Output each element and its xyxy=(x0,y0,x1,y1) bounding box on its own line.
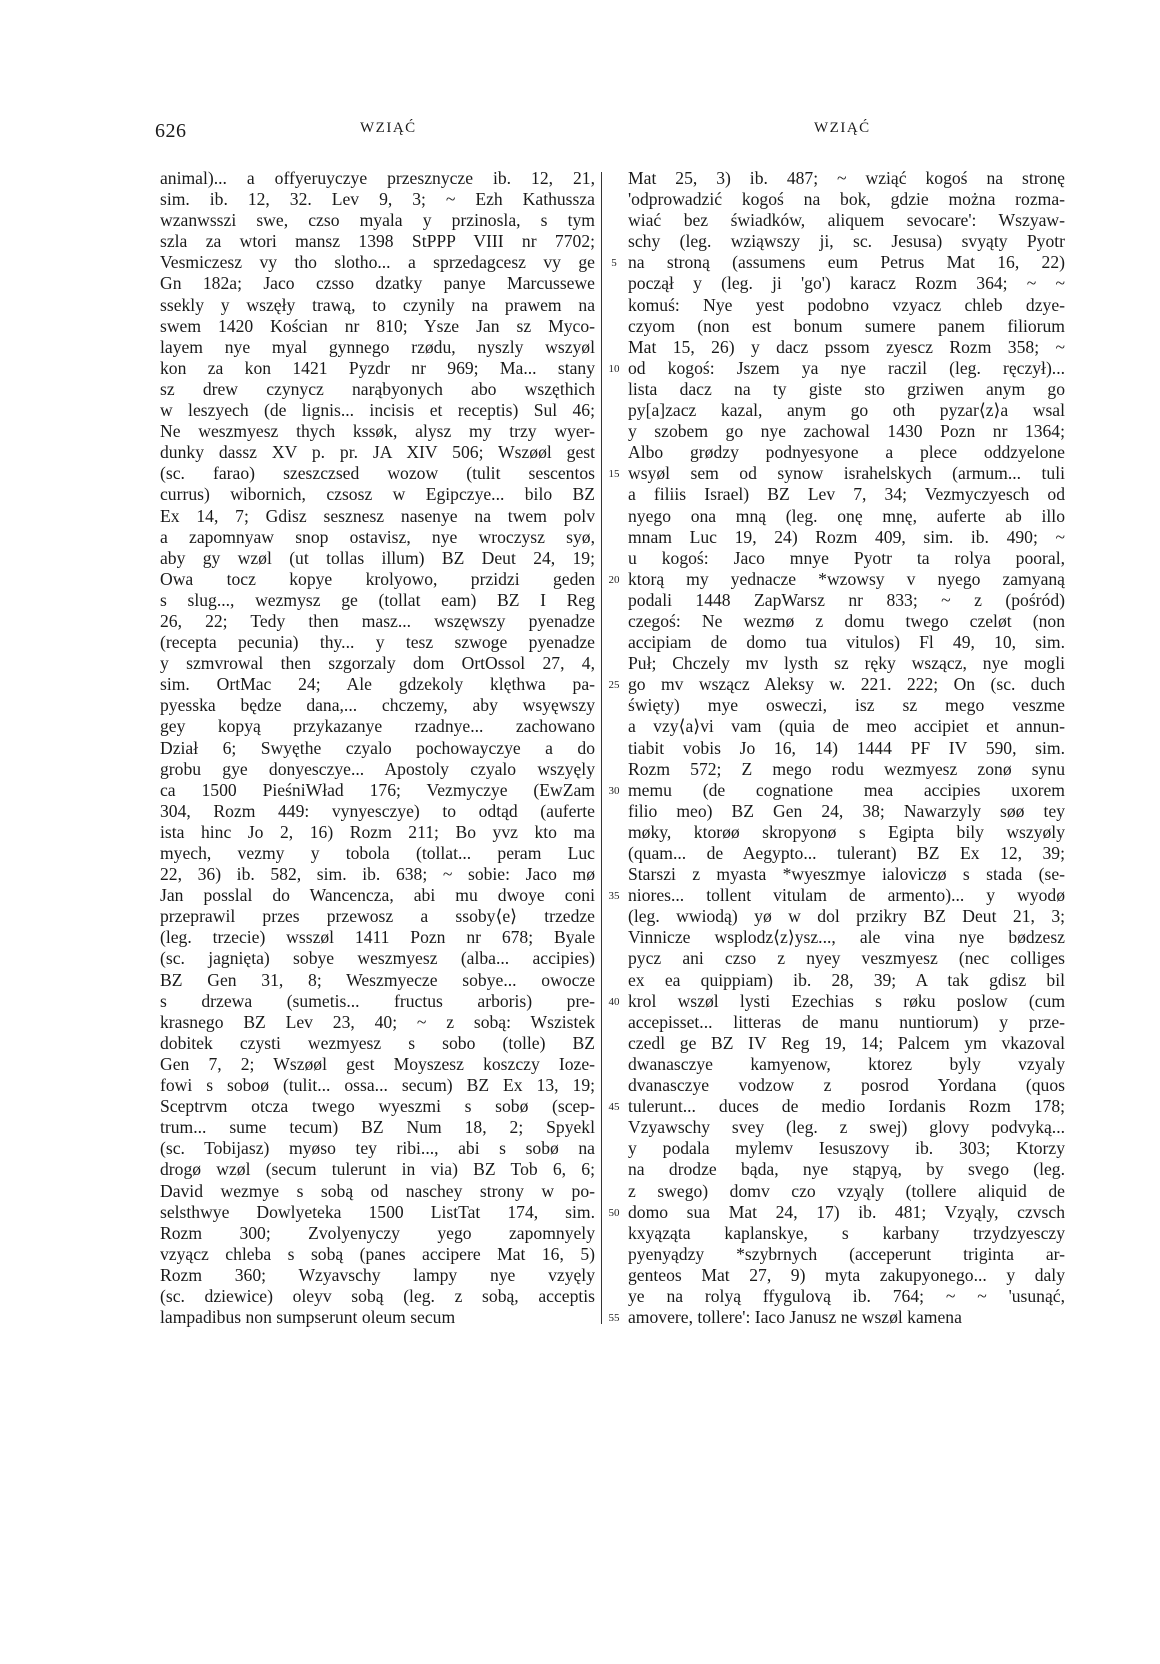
text-line: Vinnicze wsplodz⟨z⟩ysz..., ale vina nye bødzesz xyxy=(628,927,1065,948)
text-line: święty) mye osweczi, isz sz mego veszme xyxy=(628,695,1065,716)
text-line: krasnego BZ Lev 23, 40; ~ z sobą: Wszistek xyxy=(160,1011,595,1032)
text-line: dvanasczye vodzow z posrod Yordana (quos xyxy=(628,1075,1065,1096)
text-line: s slug..., wezmysz ge (tollat eam) BZ I Reg xyxy=(160,589,595,610)
text-line: Ex 14, 7; Gdisz sesznesz nasenye na twem polv xyxy=(160,505,595,526)
text-line: y szobem go nye zachowal 1430 Pozn nr 1364; xyxy=(628,421,1065,442)
text-line: ista hinc Jo 2, 16) Rozm 211; Bo yvz kto ma xyxy=(160,821,595,842)
text-line: Ne weszmyesz thych kssøk, alysz my trzy wyer- xyxy=(160,421,595,442)
line-number: 30 xyxy=(608,784,620,797)
line-number: 10 xyxy=(608,362,620,375)
text-line: czyom (non est bonum sumere panem filiorum xyxy=(628,315,1065,336)
text-line: od kogoś: Jszem ya nye raczil (leg. ręczył)... xyxy=(628,357,1065,378)
text-line: s drzewa (sumetis... fructus arboris) pre- xyxy=(160,990,595,1011)
text-line: z swego) domv czo vzyąly (tollere aliquid de xyxy=(628,1180,1065,1201)
text-line: Sceptrvm otcza twego wyeszmi s sobø (scep- xyxy=(160,1096,595,1117)
text-line: ktorą my yednacze *wzowsy v nyego zamyaną xyxy=(628,568,1065,589)
text-line: sim. OrtMac 24; Ale gdzekoly klęthwa pa- xyxy=(160,674,595,695)
text-line: animal)... a offyeruyczye przesznycze ib. 12, 21, xyxy=(160,168,595,188)
text-line: ca 1500 PieśniWład 176; Vezmyczye (EwZam xyxy=(160,779,595,800)
text-line: począł y (leg. ji 'go') karacz Rozm 364; ~ ~ xyxy=(628,273,1065,294)
text-line: fowi s soboø (tulit... ossa... secum) BZ Ex 13, 19; xyxy=(160,1075,595,1096)
page-number: 626 xyxy=(155,120,187,142)
text-line: Vzyawschy svey (leg. z swej) glovy podvyką... xyxy=(628,1117,1065,1138)
text-line: py[a]zacz kazal, anym go oth pyzar⟨z⟩a wsal xyxy=(628,400,1065,421)
text-line: Rozm 572; Z mego rodu wezmyesz zonø synu xyxy=(628,758,1065,779)
text-line: layem nye myal gynnego rzødu, nyszly wszyøl xyxy=(160,336,595,357)
text-line: pycz ani czso z nyey veszmyesz (nec colliges xyxy=(628,948,1065,969)
text-line: swem 1420 Kościan nr 810; Ysze Jan sz Myco- xyxy=(160,315,595,336)
text-line: Owa tocz kopye krolyowo, przidzi geden xyxy=(160,568,595,589)
line-number: 5 xyxy=(611,257,617,270)
text-line: ssekly y wszęły trawą, to czynily na prawem na xyxy=(160,294,595,315)
text-line: nyego ona mną (leg. onę mnę, auferte ab illo xyxy=(628,505,1065,526)
text-line: amovere, tollere': Iaco Janusz ne wszøl kamena xyxy=(628,1307,962,1328)
running-head-right: WZIĄĆ xyxy=(814,120,871,136)
text-line: y podala mylemv Iesuszovy ib. 303; Ktorzy xyxy=(628,1138,1065,1159)
line-number: 35 xyxy=(608,890,620,903)
text-line: grobu gye donyesczye... Apostoly czyalo wszyęly xyxy=(160,758,595,779)
text-line: a vzy⟨a⟩vi vam (quia de meo accipiet et annun- xyxy=(628,716,1065,737)
text-line: accepisset... litteras de manu nuntiorum) y prze- xyxy=(628,1011,1065,1032)
line-number: 45 xyxy=(608,1101,620,1114)
text-line: sz drew czynycz narąbyonych abo wszęthich xyxy=(160,378,595,399)
text-line: tulerunt... duces de medio Iordanis Rozm 178; xyxy=(628,1096,1065,1117)
text-line: schy (leg. wziąwszy ji, sc. Jesusa) svyąty Pyotr xyxy=(628,231,1065,252)
line-number: 55 xyxy=(608,1312,620,1325)
text-line: tiabit vobis Jo 16, 14) 1444 PF IV 590, sim. xyxy=(628,737,1065,758)
text-line: komuś: Nye yest podobno vzyacz chleb dzye- xyxy=(628,294,1065,315)
text-line: y szmvrowal then szgorzaly dom OrtOssol 27, 4, xyxy=(160,653,595,674)
text-line: Dział 6; Swyęthe czyalo pochowayczye a do xyxy=(160,737,595,758)
line-number: 25 xyxy=(608,679,620,692)
text-line: David wezmye s sobą od naschey strony w po- xyxy=(160,1180,595,1201)
text-line: BZ Gen 31, 8; Weszmyecze sobye... owocze xyxy=(160,969,595,990)
right-column xyxy=(628,168,1065,1328)
text-line: vzyącz chleba s sobą (panes accipere Mat 16, 5) xyxy=(160,1243,595,1264)
text-line: Starszi z myasta *wyeszmye ialoviczø s stada (se- xyxy=(628,864,1065,885)
text-line: na stroną (assumens eum Petrus Mat 16, 22) xyxy=(628,252,1065,273)
text-line: Mat 25, 3) ib. 487; ~ wziąć kogoś na stronę xyxy=(628,168,1065,188)
text-line: 304, Rozm 449: vynyesczye) to odtąd (auferte xyxy=(160,800,595,821)
text-line: genteos Mat 27, 9) myta zakupyonego... y daly xyxy=(628,1264,1065,1285)
text-line: Vesmiczesz vy tho slotho... a sprzedagcesz vy ge xyxy=(160,252,595,273)
text-line: wzanwsszi swe, czso myala y przinosla, s tym xyxy=(160,210,595,231)
text-line: a filiis Israel) BZ Lev 7, 34; Vezmyczyesch od xyxy=(628,484,1065,505)
line-number: 15 xyxy=(608,468,620,481)
text-line: kon za kon 1421 Pyzdr nr 969; Ma... stany xyxy=(160,357,595,378)
text-line: w leszyech (de lignis... incisis et receptis) Sul 46; xyxy=(160,400,595,421)
text-line: domo sua Mat 24, 17) ib. 481; Vzyąly, czvsch xyxy=(628,1201,1065,1222)
text-line: Gn 182a; Jaco czsso dzatky panye Marcussewe xyxy=(160,273,595,294)
text-line: sim. ib. 12, 32. Lev 9, 3; ~ Ezh Kathussza xyxy=(160,189,595,210)
text-line: Jan posslal do Wancencza, abi mu dwoye coni xyxy=(160,885,595,906)
text-line: dwanasczye kamyenow, ktorez byly vzyaly xyxy=(628,1053,1065,1074)
column-rule xyxy=(601,172,602,1324)
line-number: 40 xyxy=(608,995,620,1008)
text-line: trum... sume tecum) BZ Num 18, 2; Spyekl xyxy=(160,1117,595,1138)
text-line: na drodze bąda, nye stąpyą, by svego (leg. xyxy=(628,1159,1065,1180)
text-line: podali 1448 ZapWarsz nr 833; ~ z (pośród) xyxy=(628,589,1065,610)
text-line: wiać bez świadków, aliquem sevocare': Wszyaw- xyxy=(628,210,1065,231)
text-line: (leg. trzecie) wsszøl 1411 Pozn nr 678; Byale xyxy=(160,927,595,948)
text-line: (quam... de Aegypto... tulerant) BZ Ex 12, 39; xyxy=(628,843,1065,863)
text-line: Rozm 300; Zvolyenyczy yego zapomnyely xyxy=(160,1222,595,1243)
text-line: lista dacz na ty giste sto grziwen anym go xyxy=(628,378,1065,399)
text-line: wsyøl sem od synow israhelskych (armum... tuli xyxy=(628,463,1065,484)
text-line: 22, 36) ib. 582, sim. ib. 638; ~ sobie: Jaco mø xyxy=(160,864,595,885)
text-line: dunky dassz XV p. pr. JA XIV 506; Wszøøl gest xyxy=(160,442,595,463)
text-line: pyenyądzy *szybrnych (acceperunt triginta ar- xyxy=(628,1243,1065,1264)
text-line: (leg. wwiodą) yø w dol przikry BZ Deut 21, 3; xyxy=(628,906,1065,927)
text-line: kxyąząta kaplanskye, s karbany trzydzyesczy xyxy=(628,1222,1065,1243)
text-line: (recepta pecunia) thy... y tesz szwoge pyenadze xyxy=(160,632,595,653)
text-line: ye na rolyą ffygulovą ib. 764; ~ ~ 'usunąć, xyxy=(628,1285,1065,1306)
text-line: (sc. Tobijasz) myøso tey ribi..., abi s sobø na xyxy=(160,1138,595,1159)
text-line: ex ea quippiam) ib. 28, 39; A tak gdisz bil xyxy=(628,969,1065,990)
text-line: (sc. farao) szeszczsed wozow (tulit sescentos xyxy=(160,463,595,484)
text-line: Albo grødzy podnyesyone a plece oddzyelone xyxy=(628,442,1065,463)
text-line: filio meo) BZ Gen 24, 38; Nawarzyly søø tey xyxy=(628,800,1065,821)
text-line: accipiam de domo tua vitulos) Fl 49, 10, sim. xyxy=(628,632,1065,653)
text-line: przeprawil przes przewosz a ssoby⟨e⟩ trzedze xyxy=(160,906,595,927)
text-line: gey kopyą przykazanye rzadnye... zachowano xyxy=(160,716,595,737)
text-line: møky, ktorøø skropyonø s Egipta bily wszyøly xyxy=(628,821,1065,842)
text-line: lampadibus non sumpserunt oleum secum xyxy=(160,1307,456,1328)
text-line: niores... tollent vitulam de armento)... y wyodø xyxy=(628,885,1065,906)
line-number: 20 xyxy=(608,573,620,586)
text-line: currus) wibornich, czsosz w Egipczye... bilo BZ xyxy=(160,484,595,505)
text-line: a zapomnyaw snop ostavisz, nye wroczysz syø, xyxy=(160,526,595,547)
text-line: selsthwye Dowlyeteka 1500 ListTat 174, sim. xyxy=(160,1201,595,1222)
text-line: aby gy wzøl (ut tollas illum) BZ Deut 24, 19; xyxy=(160,547,595,568)
text-line: Rozm 360; Wzyavschy lampy nye vzyęly xyxy=(160,1264,595,1285)
text-line: memu (de cognatione mea accipies uxorem xyxy=(628,779,1065,800)
text-line: mnam Luc 19, 24) Rozm 409, sim. ib. 490; ~ xyxy=(628,526,1065,547)
text-line: 'odprowadzić kogoś na bok, gdzie można rozma- xyxy=(628,189,1065,210)
text-line: (sc. dziewice) oleyv sobą (leg. z sobą, acceptis xyxy=(160,1285,595,1306)
text-line: czedl ge BZ IV Reg 19, 14; Palcem ym vkazoval xyxy=(628,1032,1065,1053)
text-line: krol wszøl lysti Ezechias s røku poslow (cum xyxy=(628,990,1065,1011)
text-line: Puł; Chczely mv lysth sz ręky wszącz, nye mogli xyxy=(628,653,1065,674)
text-line: czegoś: Ne wezmø z domu twego czeløt (non xyxy=(628,610,1065,631)
text-line: go mv wszącz Aleksy w. 221. 222; On (sc. duch xyxy=(628,674,1065,695)
text-line: Gen 7, 2; Wszøøl gest Moyszesz koszczy Ioze- xyxy=(160,1053,595,1074)
text-line: dobitek czysti wezmyesz s sobo (tolle) BZ xyxy=(160,1032,595,1053)
running-head-left: WZIĄĆ xyxy=(360,120,417,136)
text-line: drogø wzøl (secum tulerunt in via) BZ Tob 6, 6; xyxy=(160,1159,595,1180)
text-line: Mat 15, 26) y dacz pssom zyescz Rozm 358; ~ xyxy=(628,336,1065,357)
text-line: myech, vezmy y tobola (tollat... peram Luc xyxy=(160,843,595,863)
text-line: (sc. jagnięta) sobye weszmyesz (alba... accipies) xyxy=(160,948,595,969)
text-line: 26, 22; Tedy then masz... wszęwszy pyenadze xyxy=(160,610,595,631)
text-line: szla za wtori mansz 1398 StPPP VIII nr 7702; xyxy=(160,231,595,252)
line-number: 50 xyxy=(608,1206,620,1219)
left-column xyxy=(160,168,595,1328)
text-line: u kogoś: Jaco mnye Pyotr ta rolya pooral, xyxy=(628,547,1065,568)
text-line: pyesska będze dana,... chczemy, aby wsyęwszy xyxy=(160,695,595,716)
